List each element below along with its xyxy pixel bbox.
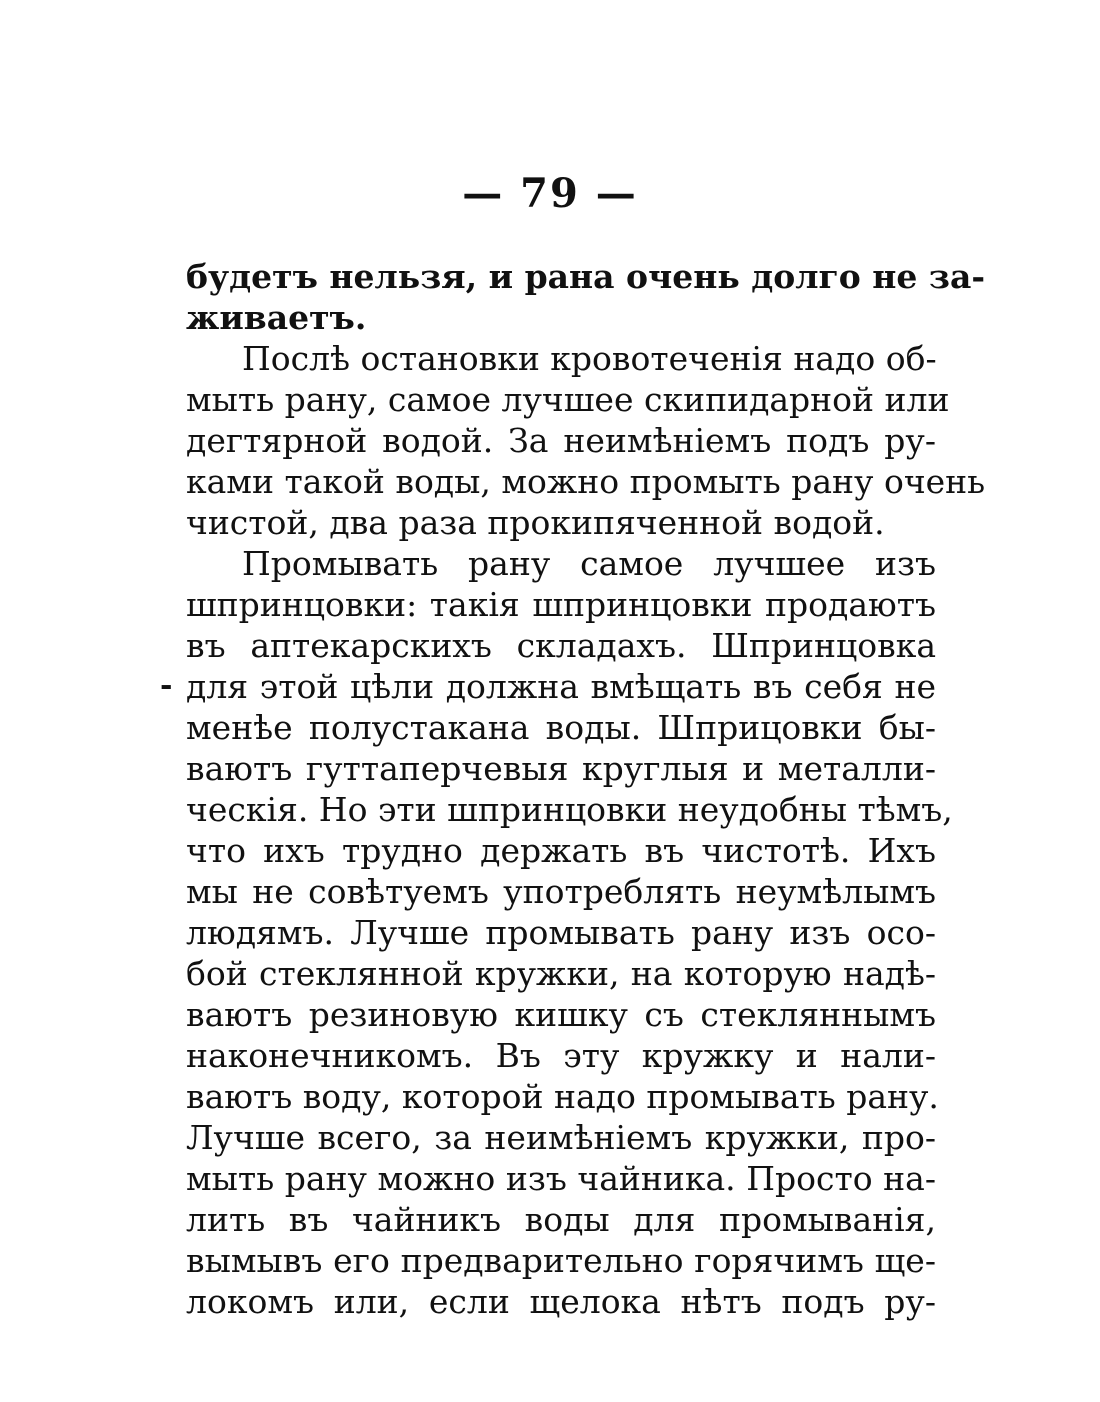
text-line: наконечникомъ. Въ эту кружку и нали- bbox=[186, 1036, 936, 1075]
text-line: бой стеклянной кружки, на которую надѣ- bbox=[186, 954, 936, 993]
text-line: людямъ. Лучше промывать рану изъ осо- bbox=[186, 913, 936, 952]
text-line: чистой, два раза прокипяченной водой. bbox=[186, 503, 885, 542]
text-line: мы не совѣтуемъ употреблять неумѣлымъ bbox=[186, 872, 936, 911]
text-line: въ аптекарскихъ складахъ. Шпринцовка bbox=[186, 626, 936, 665]
text-line: ваютъ гуттаперчевыя круглыя и металли- bbox=[186, 749, 936, 788]
text-line: лить въ чайникъ воды для промыванія, bbox=[186, 1200, 936, 1239]
text-line: локомъ или, если щелока нѣтъ подъ ру- bbox=[186, 1282, 936, 1321]
text-line: будетъ нельзя, и рана очень долго не за- bbox=[186, 257, 986, 296]
text-line: что ихъ трудно держать въ чистотѣ. Ихъ bbox=[186, 831, 936, 870]
margin-mark: - bbox=[160, 668, 173, 703]
text-line: Послѣ остановки кровотеченія надо об- bbox=[242, 339, 937, 378]
text-line: ческія. Но эти шпринцовки неудобны тѣмъ, bbox=[186, 790, 953, 829]
text-line: менѣе полустакана воды. Шприцовки бы- bbox=[186, 708, 936, 747]
page-number: — 79 — bbox=[462, 170, 638, 217]
text-line: вымывъ его предварительно горячимъ ще- bbox=[186, 1241, 936, 1280]
text-line: ваютъ воду, которой надо промывать рану. bbox=[186, 1077, 939, 1116]
text-line: мыть рану, самое лучшее скипидарной или bbox=[186, 380, 950, 419]
text-line: для этой цѣли должна вмѣщать въ себя не bbox=[186, 667, 936, 706]
text-line: Лучше всего, за неимѣніемъ кружки, про- bbox=[186, 1118, 936, 1157]
text-line: живаетъ. bbox=[186, 298, 367, 337]
text-line: мыть рану можно изъ чайника. Просто на- bbox=[186, 1159, 936, 1198]
text-line: ваютъ резиновую кишку съ стекляннымъ bbox=[186, 995, 936, 1034]
body-text bbox=[186, 256, 986, 1322]
text-line: шпринцовки: такія шпринцовки продаютъ bbox=[186, 585, 936, 624]
text-line: Промывать рану самое лучшее изъ bbox=[242, 544, 936, 583]
text-line: дегтярной водой. За неимѣніемъ подъ ру- bbox=[186, 421, 936, 460]
text-line: ками такой воды, можно промыть рану очень bbox=[186, 462, 986, 501]
